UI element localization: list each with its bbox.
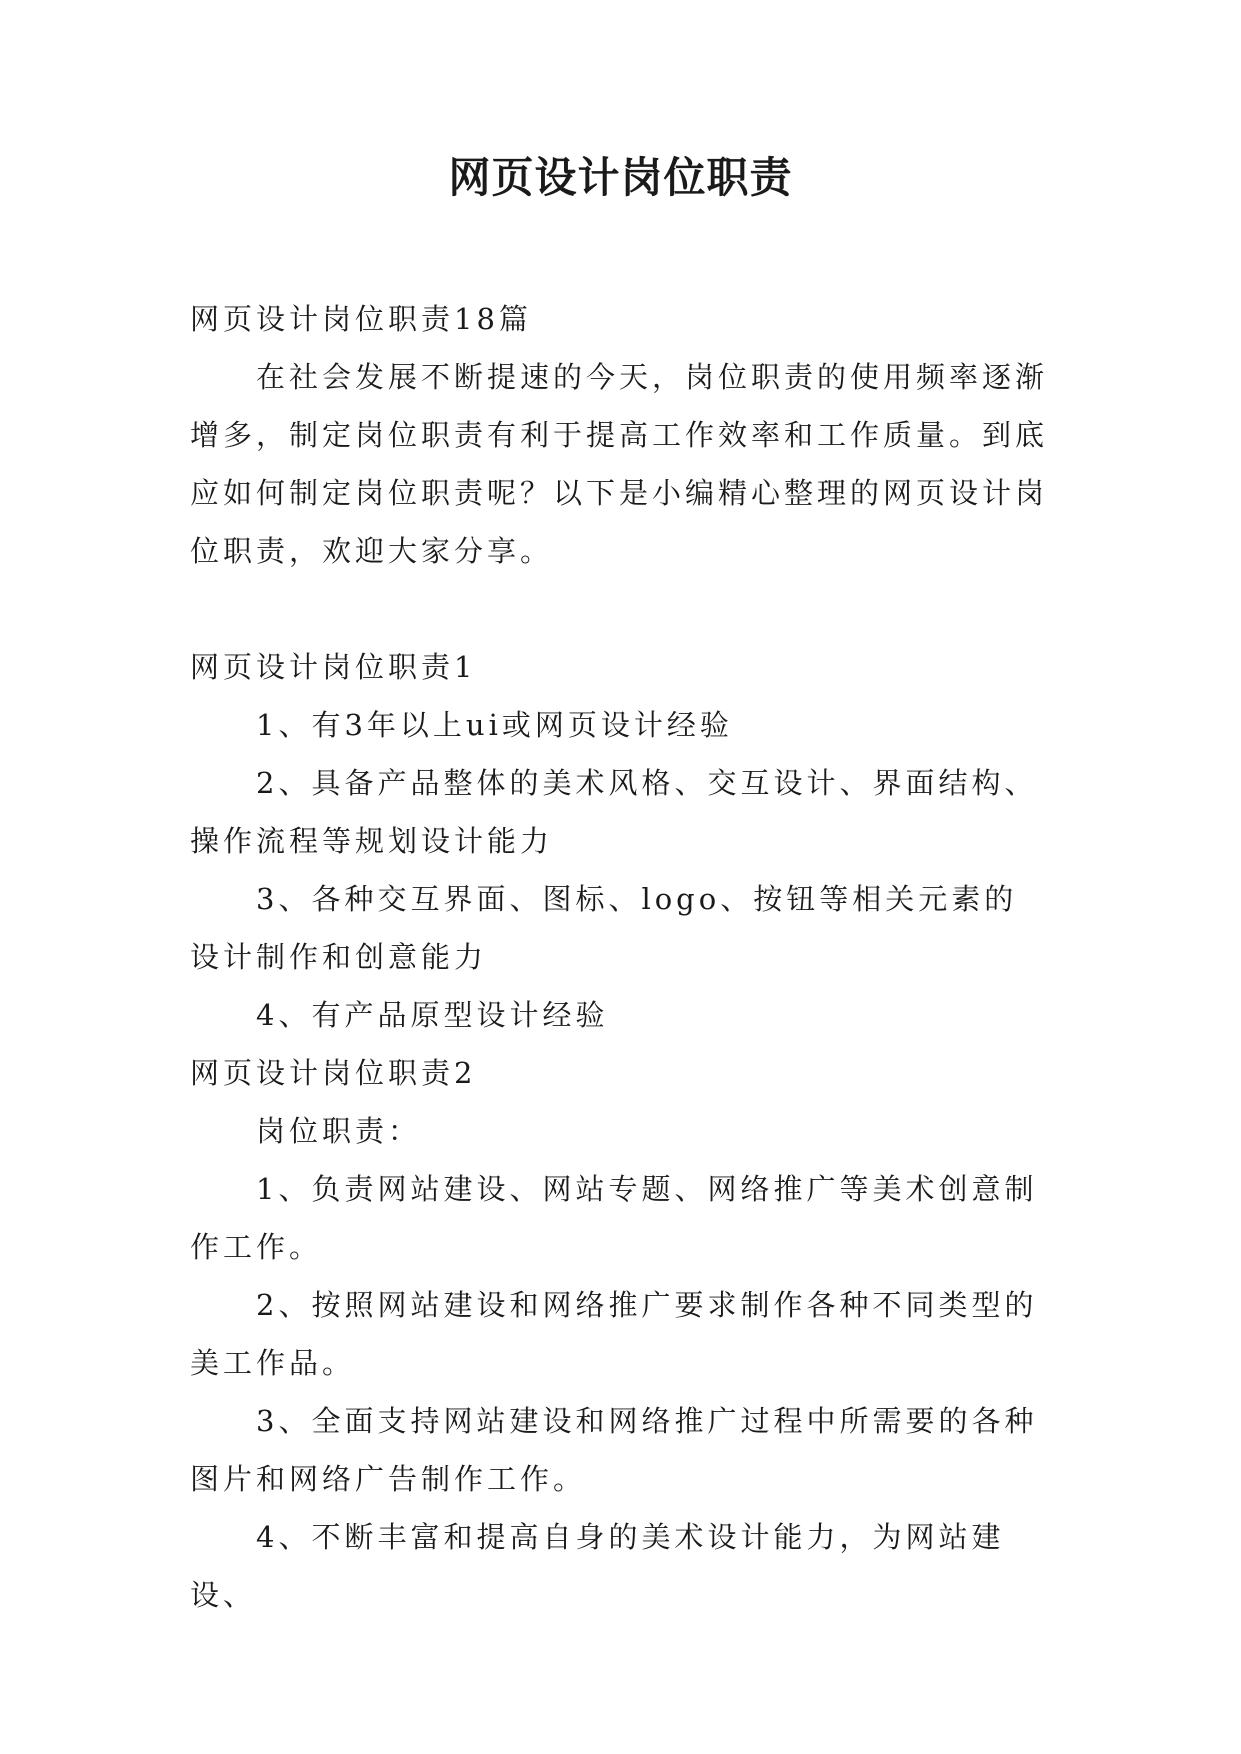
document-body xyxy=(190,290,1050,1624)
section-2-item-4: 4、不断丰富和提高自身的美术设计能力，为网站建设、 xyxy=(190,1520,1005,1612)
section-2-item-1: 1、负责网站建设、网站专题、网络推广等美术创意制作工作。 xyxy=(190,1172,1038,1264)
section-1-item-4: 4、有产品原型设计经验 xyxy=(256,998,609,1032)
document-subtitle: 网页设计岗位职责18篇 xyxy=(190,302,532,336)
document-title: 网页设计岗位职责 xyxy=(448,153,793,202)
section-2-item-2: 2、按照网站建设和网络推广要求制作各种不同类型的美工作品。 xyxy=(190,1288,1038,1380)
section-heading-2: 网页设计岗位职责2 xyxy=(190,1056,477,1090)
section-1-item-3: 3、各种交互界面、图标、logo、按钮等相关元素的设计制作和创意能力 xyxy=(190,882,1018,974)
section-2-item-3: 3、全面支持网站建设和网络推广过程中所需要的各种图片和网络广告制作工作。 xyxy=(190,1404,1038,1496)
intro-paragraph: 在社会发展不断提速的今天，岗位职责的使用频率逐渐增多，制定岗位职责有利于提高工作效率和工作质量。到底应如何制定岗位职责呢？以下是小编精心整理的网页设计岗位职责，欢迎大家分享。 xyxy=(190,360,1049,568)
section-1-item-2: 2、具备产品整体的美术风格、交互设计、界面结构、操作流程等规划设计能力 xyxy=(190,766,1038,858)
section-heading-1: 网页设计岗位职责1 xyxy=(190,650,477,684)
section-2-label: 岗位职责： xyxy=(256,1114,422,1148)
section-1-item-1: 1、有3年以上ui或网页设计经验 xyxy=(256,708,733,742)
paragraph-spacer xyxy=(190,580,1050,638)
